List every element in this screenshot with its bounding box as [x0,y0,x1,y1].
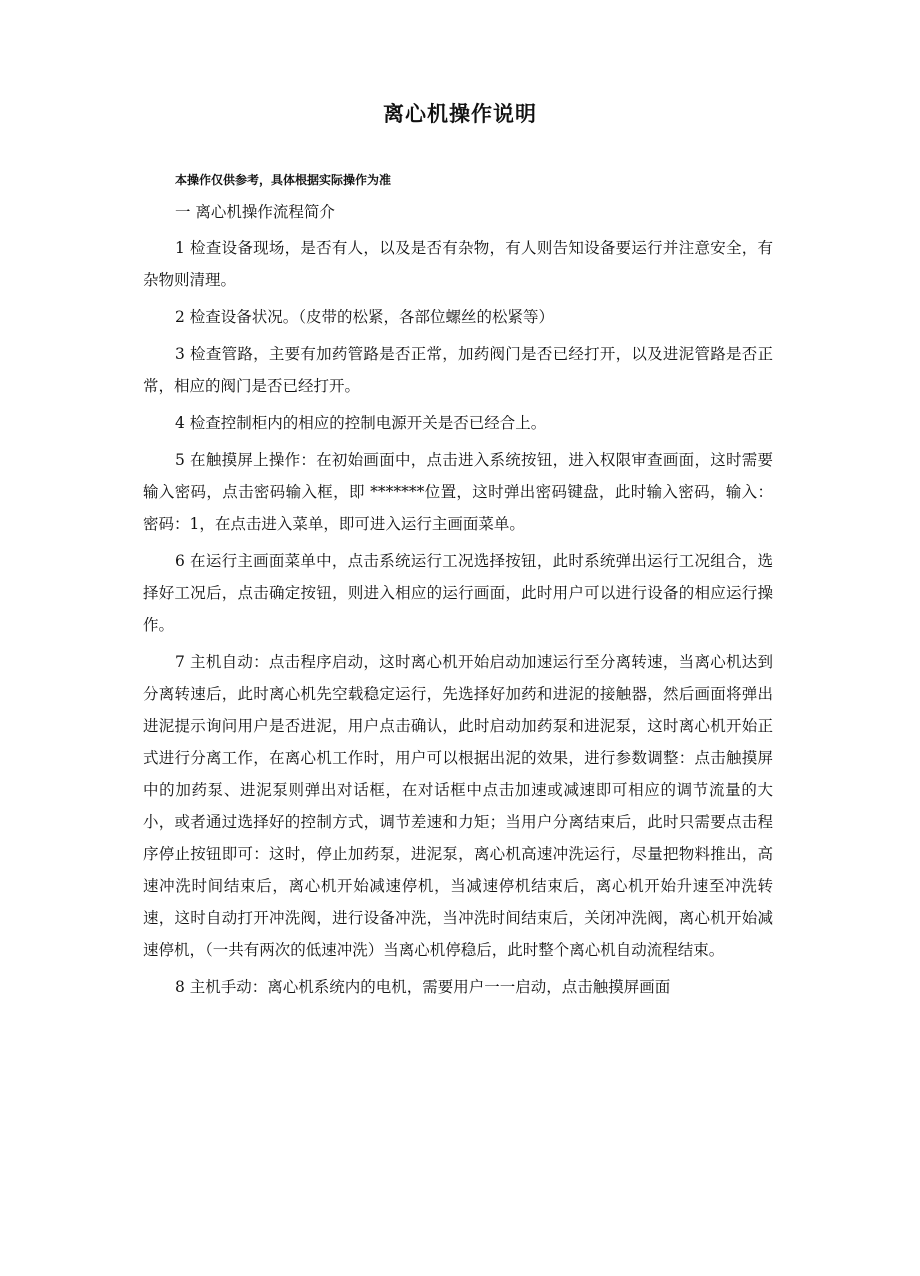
disclaimer-note: 本操作仅供参考，具体根据实际操作为准 [175,173,392,187]
step-7-paragraph: 7 主机自动：点击程序启动，这时离心机开始启动加速运行至分离转速，当离心机达到分离转速后，此时离心机先空载稳定运行，先选择好加药和进泥的接触器，然后画面将弹出进泥提示询问用户是否进泥，用户点击确认，此时启动加药泵和进泥泵，这时离心机开始正式进行分离工作，在离心机工作时，用户可以根据出泥的效果，进行参数调整：点击触摸屏中的加药泵、进泥泵则弹出对话框，在对话框中点击加速或减速即可相应的调节流量的大小，或者通过选择好的控制方式，调节差速和力矩；当用户分离结束后，此时只需要点击程序停止按钮即可：这时，停止加药泵，进泥泵，离心机高速冲洗运行，尽量把物料推出，高速冲洗时间结束后，离心机开始减速停机，当减速停机结束后，离心机开始升速至冲洗转速，这时自动打开冲洗阀，进行设备冲洗，当冲洗时间结束后，关闭冲洗阀，离心机开始减速停机，（一共有两次的低速冲洗）当离心机停稳后，此时整个离心机自动流程结束。 [143,653,773,959]
section-heading: 一 离心机操作流程简介 [175,203,335,221]
step-5-paragraph: 5 在触摸屏上操作：在初始画面中，点击进入系统按钮，进入权限审查画面，这时需要输入密码，点击密码输入框，即 *******位置，这时弹出密码键盘，此时输入密码，输入：密码：1，在点击进入菜单，即可进入运行主画面菜单。 [143,451,773,533]
step-8-paragraph: 8 主机手动：离心机系统内的电机，需要用户一一启动，点击触摸屏画面 [175,978,671,996]
step-3-paragraph: 3 检查管路，主要有加药管路是否正常，加药阀门是否已经打开，以及进泥管路是否正常，相应的阀门是否已经打开。 [143,345,773,395]
step-4-paragraph: 4 检查控制柜内的相应的控制电源开关是否已经合上。 [175,414,547,432]
document-title: 离心机操作说明 [383,102,537,126]
step-6-paragraph: 6 在运行主画面菜单中，点击系统运行工况选择按钮，此时系统弹出运行工况组合，选择好工况后，点击确定按钮，则进入相应的运行画面，此时用户可以进行设备的相应运行操作。 [143,552,773,634]
step-1-paragraph: 1 检查设备现场，是否有人，以及是否有杂物，有人则告知设备要运行并注意安全，有杂物则清理。 [143,239,773,289]
document-body [143,164,773,1008]
step-2-paragraph: 2 检查设备状况。（皮带的松紧，各部位螺丝的松紧等） [175,308,555,326]
